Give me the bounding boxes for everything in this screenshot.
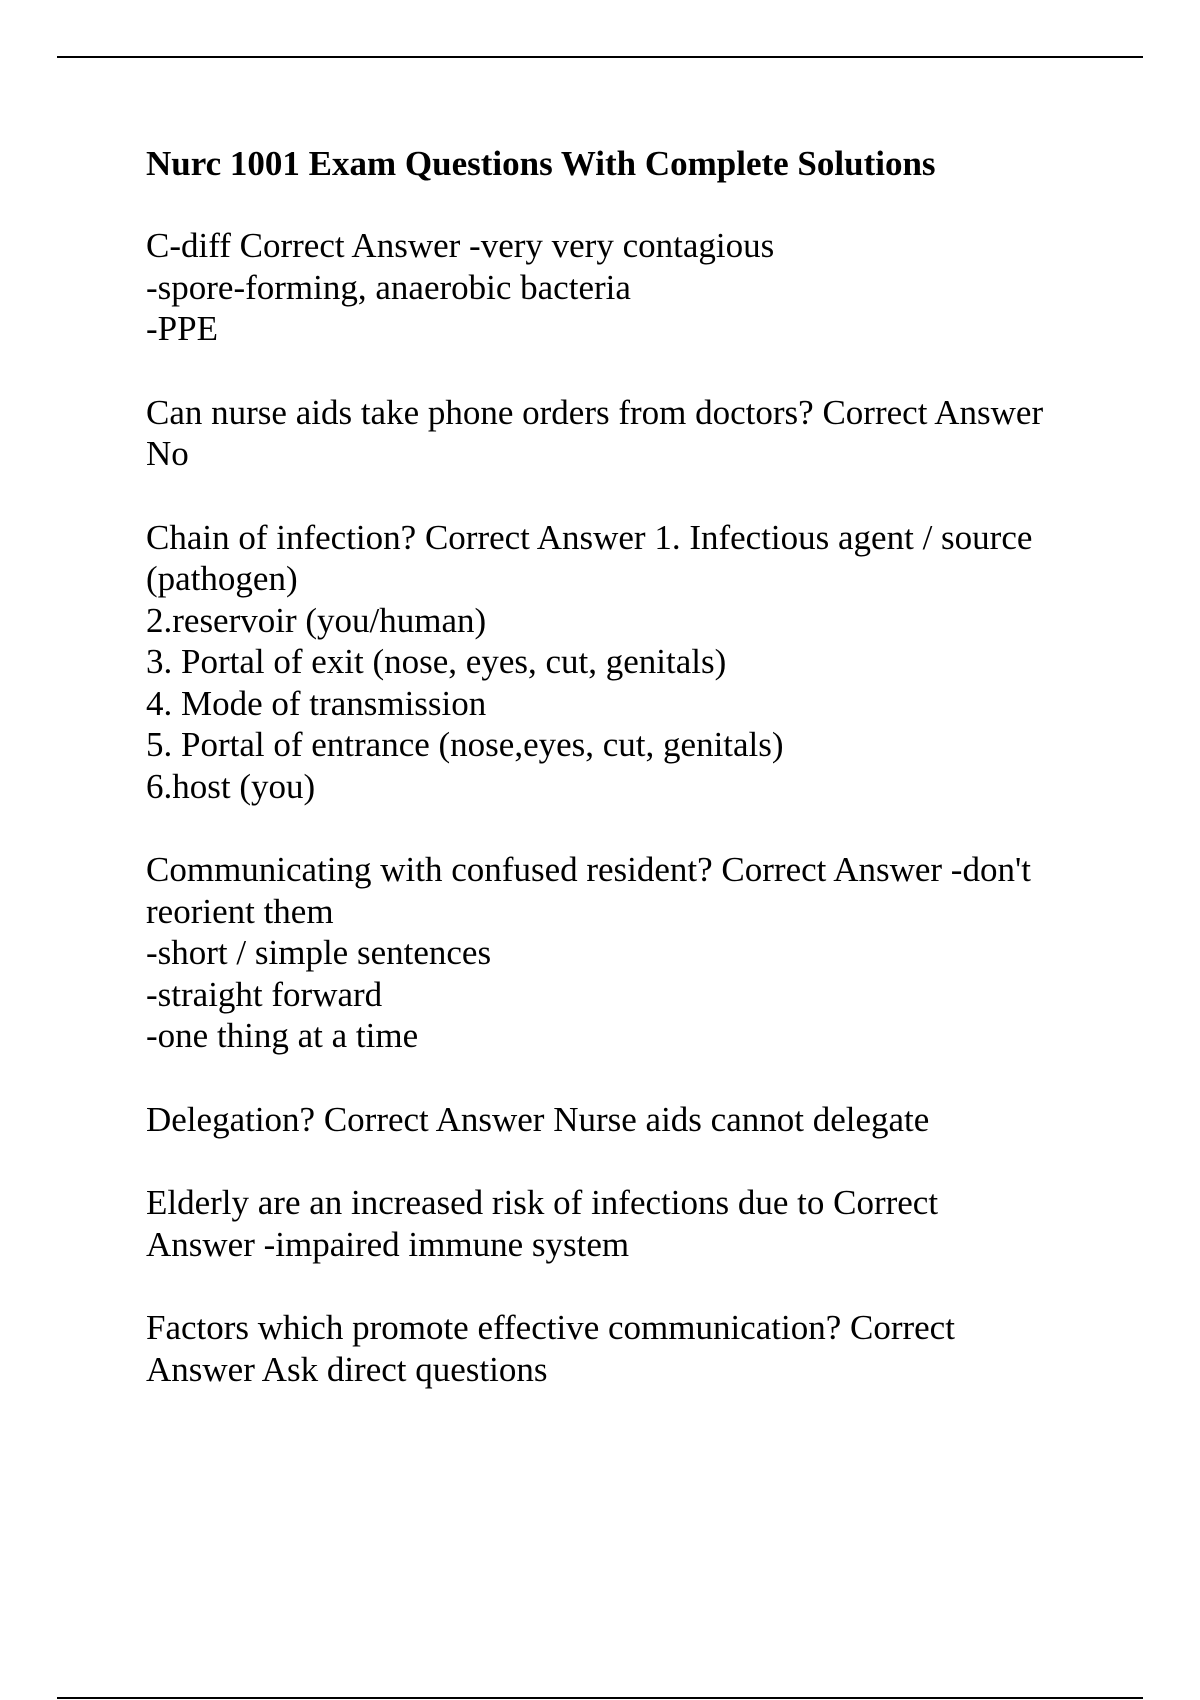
qa-line: Elderly are an increased risk of infections due to Correct (146, 1183, 939, 1222)
qa-entry-phone-orders (146, 392, 1106, 475)
qa-line: Factors which promote effective communication? Correct (146, 1308, 955, 1347)
qa-line: -spore-forming, anaerobic bacteria (146, 267, 631, 307)
qa-entry-confused-resident (146, 849, 1106, 1057)
qa-line: Answer -impaired immune system (146, 1224, 630, 1264)
qa-line: No (146, 434, 189, 473)
document-title: Nurc 1001 Exam Questions With Complete Solutions (146, 144, 936, 183)
qa-line: -straight forward (146, 974, 383, 1014)
qa-line: -PPE (146, 309, 218, 348)
qa-line: Communicating with confused resident? Correct Answer -don't (146, 850, 1031, 889)
footer-rule (57, 1697, 1143, 1699)
qa-entry-c-diff (146, 225, 1106, 350)
qa-line: reorient them (146, 891, 334, 931)
qa-line: Chain of infection? Correct Answer 1. Infectious agent / source (146, 517, 1033, 557)
qa-line: 2.reservoir (you/human) (146, 600, 487, 640)
qa-entry-elderly-infection-risk (146, 1182, 1106, 1265)
qa-line: 5. Portal of entrance (nose,eyes, cut, genitals) (146, 725, 784, 764)
qa-line: 4. Mode of transmission (146, 683, 487, 723)
qa-line: -one thing at a time (146, 1016, 419, 1055)
qa-entry-chain-of-infection (146, 517, 1106, 808)
qa-line: Answer Ask direct questions (146, 1349, 548, 1389)
qa-line: -short / simple sentences (146, 933, 492, 972)
qa-line: Delegation? Correct Answer Nurse aids cannot delegate (146, 1099, 930, 1139)
qa-line: (pathogen) (146, 559, 298, 598)
qa-entry-effective-communication (146, 1307, 1106, 1390)
qa-line: 6.host (you) (146, 766, 316, 806)
qa-line: Can nurse aids take phone orders from doctors? Correct Answer (146, 392, 1044, 432)
qa-entry-delegation (146, 1099, 1106, 1141)
qa-line: 3. Portal of exit (nose, eyes, cut, genitals) (146, 642, 727, 681)
header-rule (57, 56, 1143, 58)
qa-line: C-diff Correct Answer -very very contagious (146, 226, 775, 265)
document-body (146, 143, 1106, 1432)
